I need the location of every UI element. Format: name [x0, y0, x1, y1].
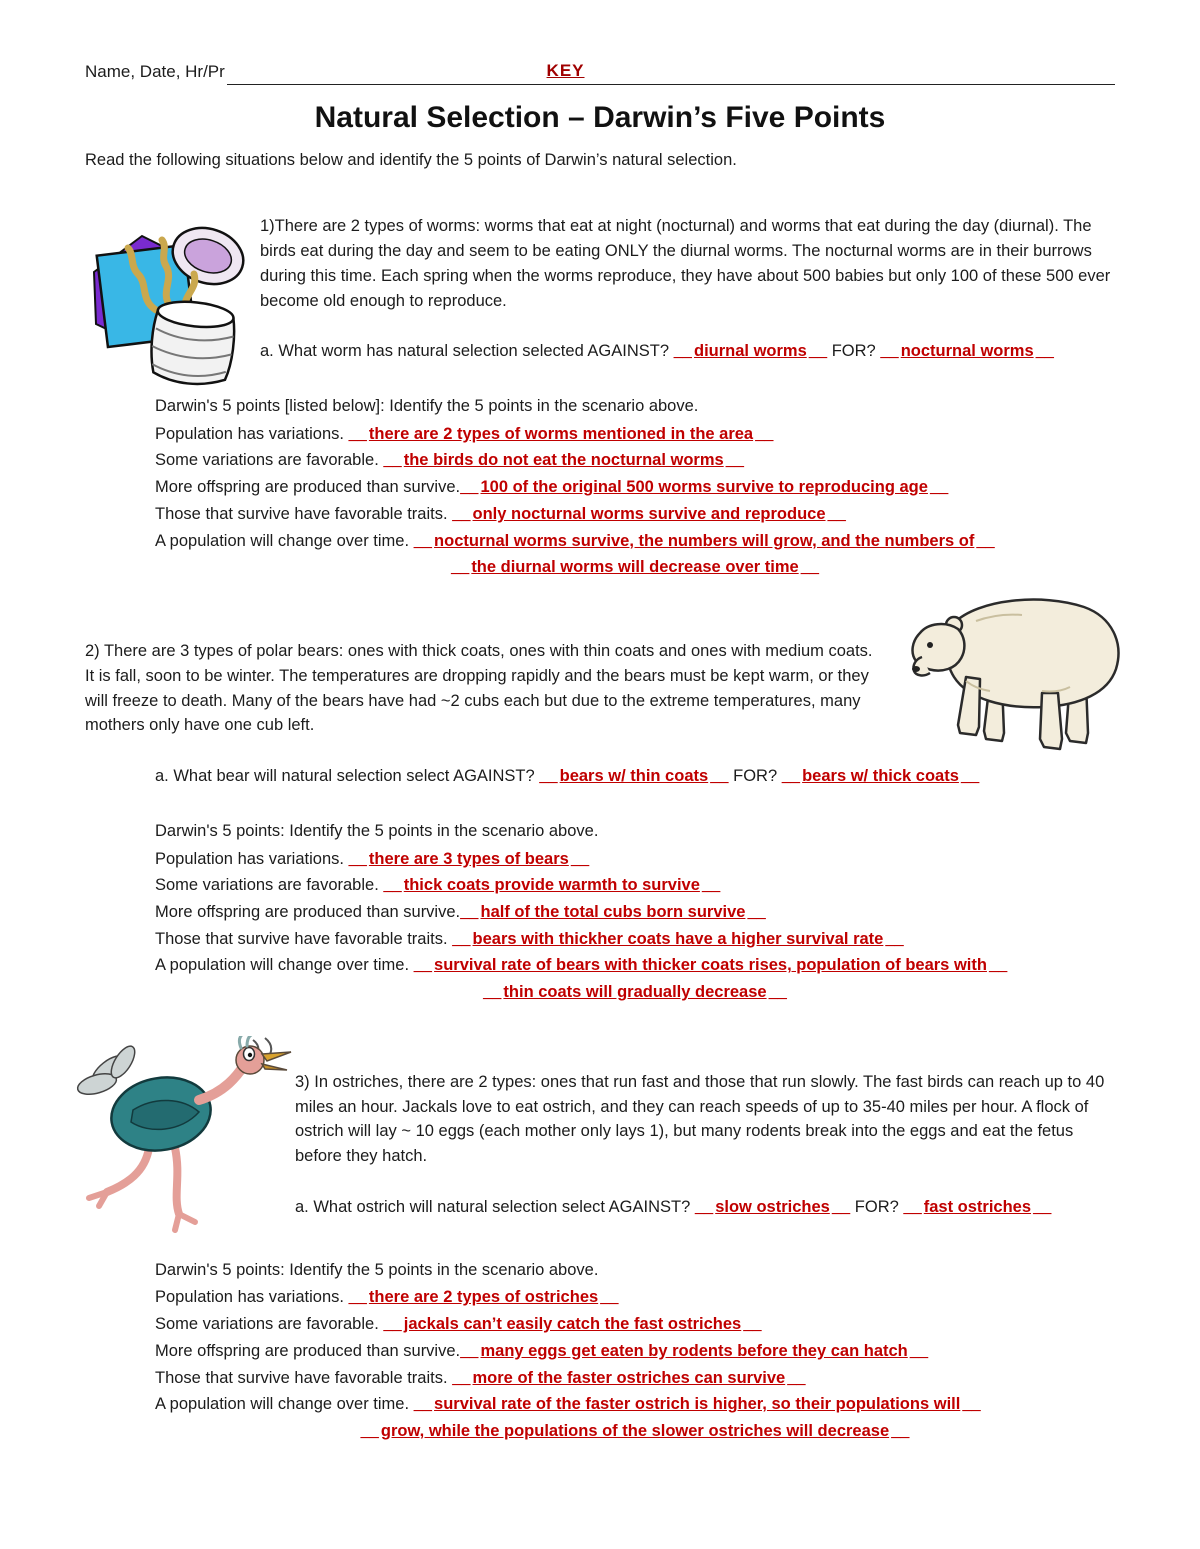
darwin-point-4: [155, 501, 1115, 528]
darwin-point-1: [155, 421, 1115, 448]
point-label: Some variations are favorable.: [155, 876, 379, 895]
point-answer-blank: __ many eggs get eaten by rodents before they can hatch __: [460, 1342, 928, 1360]
darwin-point-3: [155, 1338, 1115, 1365]
darwin-point-1: [155, 846, 1115, 873]
scenario-1-darwin-points: [155, 394, 1115, 581]
scenario-1-section: [85, 214, 1115, 581]
darwin-point-5: [155, 528, 1115, 555]
name-date-label: Name, Date, Hr/Pr: [85, 62, 225, 81]
darwin-point-3: [155, 474, 1115, 501]
point-answer-blank: __ thick coats provide warmth to survive __: [383, 876, 720, 894]
worms-clipart-svg: [90, 214, 260, 402]
against-answer-blank: __ bears w/ thin coats __: [539, 767, 728, 785]
instructions-text: Read the following situations below and identify the 5 points of Darwin’s natural selection.: [85, 150, 737, 169]
point-answer-blank: __ half of the total cubs born survive __: [460, 903, 766, 921]
for-answer-blank: __ bears w/ thick coats __: [782, 767, 980, 785]
point-label: Those that survive have favorable traits.: [155, 504, 448, 523]
against-answer-blank: __ slow ostriches __: [695, 1198, 850, 1216]
darwin-point-2: [155, 447, 1115, 474]
point-answer-blank: __ the birds do not eat the nocturnal worms __: [383, 451, 744, 469]
question-prefix: a. What ostrich will natural selection select AGAINST?: [295, 1197, 691, 1216]
scenario-1-paragraph: 1)There are 2 types of worms: worms that eat at night (nocturnal) and worms that eat during the day (diurnal). The birds eat during the day and seem to be eating ONLY the diurnal worms. The nocturnal worms are in their burrows during this time. Each spring when the worms reproduce, they have about 500 babies but only 100 of these 500 ever become old enough to reproduce.: [260, 217, 1111, 310]
darwin-point-4: [155, 926, 1115, 953]
point-answer-blank: __ survival rate of the faster ostrich is higher, so their populations will __: [414, 1395, 981, 1413]
darwin-point-5-continued: [155, 1418, 1115, 1445]
point-label: Those that survive have favorable traits.: [155, 1368, 448, 1387]
point-answer-blank: __ only nocturnal worms survive and reproduce __: [452, 505, 846, 523]
point-answer-blank: __ there are 2 types of ostriches __: [349, 1288, 619, 1306]
point-label: More offspring are produced than survive.: [155, 903, 461, 921]
darwin-point-5: [155, 952, 1115, 979]
for-label: FOR?: [831, 342, 876, 361]
point-answer-blank: __ thin coats will gradually decrease __: [483, 983, 787, 1001]
point-label: A population will change over time.: [155, 956, 410, 975]
scenario-2-section: [85, 639, 1115, 1006]
question-prefix: a. What bear will natural selection select AGAINST?: [155, 767, 535, 786]
point-label: More offspring are produced than survive.: [155, 478, 461, 497]
point-answer-blank: __ 100 of the original 500 worms survive to reproducing age __: [460, 478, 948, 496]
point-label: A population will change over time.: [155, 531, 410, 550]
point-answer-blank: __ bears with thickher coats have a higher survival rate __: [452, 930, 904, 948]
darwin-point-4: [155, 1365, 1115, 1392]
darwin-point-2: [155, 1311, 1115, 1338]
question-prefix: a. What worm has natural selection selected AGAINST?: [260, 342, 670, 361]
worms-in-can-clipart: [90, 214, 260, 402]
point-label: Population has variations.: [155, 849, 344, 868]
header-line: [85, 58, 1115, 85]
running-ostrich-clipart: [57, 1036, 295, 1241]
darwin-points-header: Darwin's 5 points: Identify the 5 points in the scenario above.: [155, 821, 599, 840]
key-text: KEY: [546, 61, 585, 80]
scenario-3-question-a: [295, 1195, 1115, 1220]
darwin-point-5-continued: [155, 554, 1115, 581]
scenario-2-darwin-points: [155, 819, 1115, 1006]
page-title: Natural Selection – Darwin’s Five Points: [314, 100, 886, 134]
ostrich-svg: [57, 1036, 295, 1241]
point-answer-blank: __ there are 2 types of worms mentioned in the area __: [349, 425, 774, 443]
scenario-2-question-a: [155, 764, 1115, 789]
point-label: Population has variations.: [155, 1288, 344, 1307]
point-answer-blank: __ jackals can’t easily catch the fast ostriches __: [383, 1315, 761, 1333]
point-answer-blank: __ survival rate of bears with thicker coats rises, population of bears with __: [414, 956, 1008, 974]
darwin-point-3: [155, 899, 1115, 926]
polar-bear-svg: [892, 581, 1127, 753]
darwin-point-2: [155, 872, 1115, 899]
darwin-points-header: Darwin's 5 points [listed below]: Identify the 5 points in the scenario above.: [155, 397, 699, 415]
point-label: More offspring are produced than survive.: [155, 1341, 461, 1360]
point-answer-blank: __ there are 3 types of bears __: [349, 850, 590, 868]
darwin-point-5: [155, 1391, 1115, 1418]
for-label: FOR?: [733, 767, 778, 786]
scenario-2-paragraph: 2) There are 3 types of polar bears: ones with thick coats, ones with thin coats and ones with medium coats. It is fall, soon to be winter. The temperatures are dropping rapidly and the bears must be kept warm, or they will freeze to death. Many of the bears have had ~2 cubs each but due to the extreme temperatures, many mothers only have one cub left.: [85, 642, 873, 735]
point-label: Some variations are favorable.: [155, 451, 379, 470]
point-label: A population will change over time.: [155, 1395, 410, 1414]
point-label: Population has variations.: [155, 424, 344, 443]
point-answer-blank: __ more of the faster ostriches can survive __: [452, 1369, 805, 1387]
scenario-3-section: [85, 1042, 1115, 1445]
for-answer-blank: __ fast ostriches __: [903, 1198, 1051, 1216]
darwin-point-1: [155, 1284, 1115, 1311]
point-answer-blank: __ the diurnal worms will decrease over time __: [451, 558, 819, 576]
darwin-point-5-continued: [155, 979, 1115, 1006]
scenario-3-paragraph: 3) In ostriches, there are 2 types: ones that run fast and those that run slowly. The fast birds can reach up to 40 miles an hour. Jackals love to eat ostrich, and they can reach speeds of up to 35-40 miles per hour. A flock of ostrich will lay ~ 10 eggs (each mother only lays 1), but many rodents break into the eggs and eat the fetus before they hatch.: [295, 1072, 1105, 1166]
point-answer-blank: __ grow, while the populations of the slower ostriches will decrease __: [361, 1422, 910, 1440]
against-answer-blank: __ diurnal worms __: [674, 342, 828, 360]
polar-bear-clipart: [892, 581, 1127, 753]
point-label: Some variations are favorable.: [155, 1315, 379, 1334]
scenario-3-darwin-points: [155, 1258, 1115, 1445]
for-answer-blank: __ nocturnal worms __: [880, 342, 1054, 360]
scenario-1-question-a: [260, 339, 1115, 364]
point-label: Those that survive have favorable traits.: [155, 929, 448, 948]
darwin-points-header: Darwin's 5 points: Identify the 5 points in the scenario above.: [155, 1260, 599, 1279]
for-label: FOR?: [854, 1197, 899, 1216]
point-answer-blank: __ nocturnal worms survive, the numbers will grow, and the numbers of __: [414, 532, 995, 550]
name-blank-line: [227, 58, 1115, 85]
